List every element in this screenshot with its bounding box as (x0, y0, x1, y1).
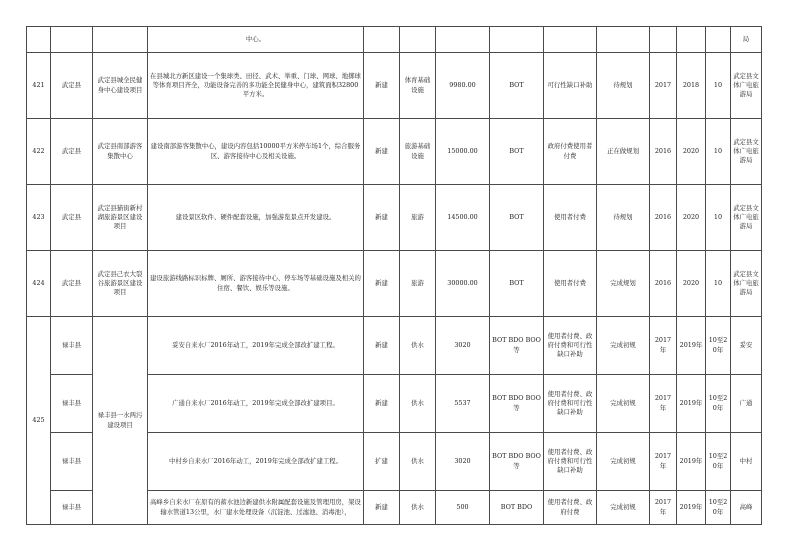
stage-cell: 正在做规划 (597, 119, 650, 185)
invest-cell: 5537 (436, 375, 490, 433)
period-cell: 10 (706, 251, 731, 317)
desc-cell: 建设旅游线路标识标牌、厕所、游客接待中心、停车场等基础设施及相关的住宿、餐饮、娱乐等设施。 (148, 251, 364, 317)
invest-cell: 9980.00 (436, 53, 490, 119)
project-name-cell: 武定县猫街新村湖旅游景区建设项目 (93, 185, 148, 251)
invest-cell: 14500.00 (436, 185, 490, 251)
stage-cell: 待规划 (597, 53, 650, 119)
start-cell: 2017年 (650, 375, 677, 433)
county-cell: 禄丰县 (51, 491, 93, 525)
desc-cell: 广通自来水厂2016年动工，2019年完成全部改扩建项目。 (148, 375, 364, 433)
type-cell: 新建 (364, 119, 400, 185)
end-cell: 2019年 (677, 433, 706, 491)
category-cell: 供水 (400, 491, 436, 525)
mode-cell: BOT (490, 53, 544, 119)
project-name-cell: 武定县城全民健身中心建设项目 (93, 53, 148, 119)
dept-cell: 妥安 (731, 317, 762, 375)
no-cell: 423 (27, 185, 51, 251)
type-cell: 新建 (364, 185, 400, 251)
invest-cell: 3020 (436, 433, 490, 491)
desc-cell: 建设景区软件、硬件配套设施，加强游览景点开发建设。 (148, 185, 364, 251)
mode-cell: BOT (490, 185, 544, 251)
return-cell: 使用者付费 (544, 185, 597, 251)
desc-cell: 在县城北方新区建设一个集球类、田径、武术、举重、门球、网球、地掷球等体育项目齐全，功能设备完善的多功能全民健身中心，建筑面积32800平方米。 (148, 53, 364, 119)
end-cell: 2019年 (677, 491, 706, 525)
stage-cell: 完成初规 (597, 317, 650, 375)
desc-cell: 中村乡自来水厂2016年动工，2019年完成全部改扩建工程。 (148, 433, 364, 491)
category-cell: 供水 (400, 317, 436, 375)
end-cell: 2020 (677, 251, 706, 317)
mode-cell: BOT (490, 251, 544, 317)
dept-cell: 中村 (731, 433, 762, 491)
table-row (27, 53, 762, 119)
table-row (27, 119, 762, 185)
end-cell: 2020 (677, 185, 706, 251)
table-row (27, 185, 762, 251)
mode-cell: BOT BDO BOO等 (490, 375, 544, 433)
start-cell: 2016 (650, 119, 677, 185)
end-cell: 2018 (677, 53, 706, 119)
period-cell: 10 (706, 185, 731, 251)
mode-cell: BOT (490, 119, 544, 185)
period-cell: 10至20年 (706, 317, 731, 375)
dept-cell: 武定县文体广电旅游局 (731, 53, 762, 119)
project-name-cell: 武定县己衣大裂谷旅游景区建设项目 (93, 251, 148, 317)
stage-cell: 完成初规 (597, 491, 650, 525)
return-cell: 使用者付费、政府付费和可行性缺口补助 (544, 433, 597, 491)
stage-cell: 完成规划 (597, 251, 650, 317)
category-cell: 供水 (400, 433, 436, 491)
invest-cell: 3020 (436, 317, 490, 375)
no-cell: 422 (27, 119, 51, 185)
type-cell: 扩建 (364, 433, 400, 491)
start-cell: 2017年 (650, 491, 677, 525)
stage-cell: 完成初规 (597, 433, 650, 491)
category-cell: 旅游 (400, 185, 436, 251)
desc-cell: 妥安自来水厂2016年动工，2019年完成全部改扩建工程。 (148, 317, 364, 375)
end-cell: 2019年 (677, 375, 706, 433)
category-cell: 供水 (400, 375, 436, 433)
dept-cell: 武定县文体广电旅游局 (731, 185, 762, 251)
dept-cell: 高峰 (731, 491, 762, 525)
invest-cell: 30000.00 (436, 251, 490, 317)
period-cell: 10至20年 (706, 375, 731, 433)
return-cell: 使用者付费、政府付费和可行性缺口补助 (544, 375, 597, 433)
mode-cell: BOT BDO BOO等 (490, 433, 544, 491)
no-cell: 421 (27, 53, 51, 119)
county-cell: 武定县 (51, 119, 93, 185)
type-cell: 新建 (364, 375, 400, 433)
type-cell: 新建 (364, 317, 400, 375)
desc-cell: 中心。 (148, 27, 364, 53)
type-cell: 新建 (364, 491, 400, 525)
project-name-cell: 禄丰县一水两污建设项目 (93, 317, 148, 525)
no-cell: 424 (27, 251, 51, 317)
desc-cell: 建设南部游客集散中心，建设内容包括10000平方米停车场1个，综合服务区、游客接待中心及相关设施。 (148, 119, 364, 185)
category-cell: 旅游 (400, 251, 436, 317)
period-cell: 10 (706, 119, 731, 185)
start-cell: 2017年 (650, 317, 677, 375)
invest-cell: 500 (436, 491, 490, 525)
no-cell: 425 (27, 317, 51, 525)
stage-cell: 待规划 (597, 185, 650, 251)
project-table (26, 26, 762, 525)
mode-cell: BOT BDO BOO等 (490, 317, 544, 375)
return-cell: 可行性缺口补助 (544, 53, 597, 119)
end-cell: 2020 (677, 119, 706, 185)
type-cell: 新建 (364, 251, 400, 317)
county-cell: 武定县 (51, 53, 93, 119)
return-cell: 使用者付费、政府付费 (544, 491, 597, 525)
end-cell: 2019年 (677, 317, 706, 375)
table-row (27, 251, 762, 317)
dept-cell: 武定县文体广电旅游局 (731, 251, 762, 317)
table-row (27, 317, 762, 375)
desc-cell: 高峰乡自来水厂在原有的蓄水池边新建供水附属配套设施及管理用房，架设输水管道13公里，水厂建水处理设备（沉淀池、过滤池、消毒池）， (148, 491, 364, 525)
period-cell: 10至20年 (706, 433, 731, 491)
start-cell: 2016 (650, 185, 677, 251)
invest-cell: 15000.00 (436, 119, 490, 185)
project-name-cell: 武定县南部游客集散中心 (93, 119, 148, 185)
start-cell: 2017年 (650, 433, 677, 491)
start-cell: 2016 (650, 251, 677, 317)
stage-cell: 完成初规 (597, 375, 650, 433)
county-cell: 禄丰县 (51, 375, 93, 433)
county-cell: 禄丰县 (51, 433, 93, 491)
return-cell: 使用者付费 (544, 251, 597, 317)
mode-cell: BOT BDO (490, 491, 544, 525)
start-cell: 2017 (650, 53, 677, 119)
table-row-continuation (27, 27, 762, 53)
period-cell: 10 (706, 53, 731, 119)
period-cell: 10至20年 (706, 491, 731, 525)
return-cell: 使用者付费、政府付费和可行性缺口补助 (544, 317, 597, 375)
dept-cell: 广通 (731, 375, 762, 433)
county-cell: 禄丰县 (51, 317, 93, 375)
category-cell: 旅游基础设施 (400, 119, 436, 185)
category-cell: 体育基础设施 (400, 53, 436, 119)
county-cell: 武定县 (51, 185, 93, 251)
dept-cell: 武定县文体广电旅游局 (731, 119, 762, 185)
return-cell: 政府付费使用者付费 (544, 119, 597, 185)
type-cell: 新建 (364, 53, 400, 119)
dept-cell: 局 (731, 27, 762, 53)
county-cell: 武定县 (51, 251, 93, 317)
